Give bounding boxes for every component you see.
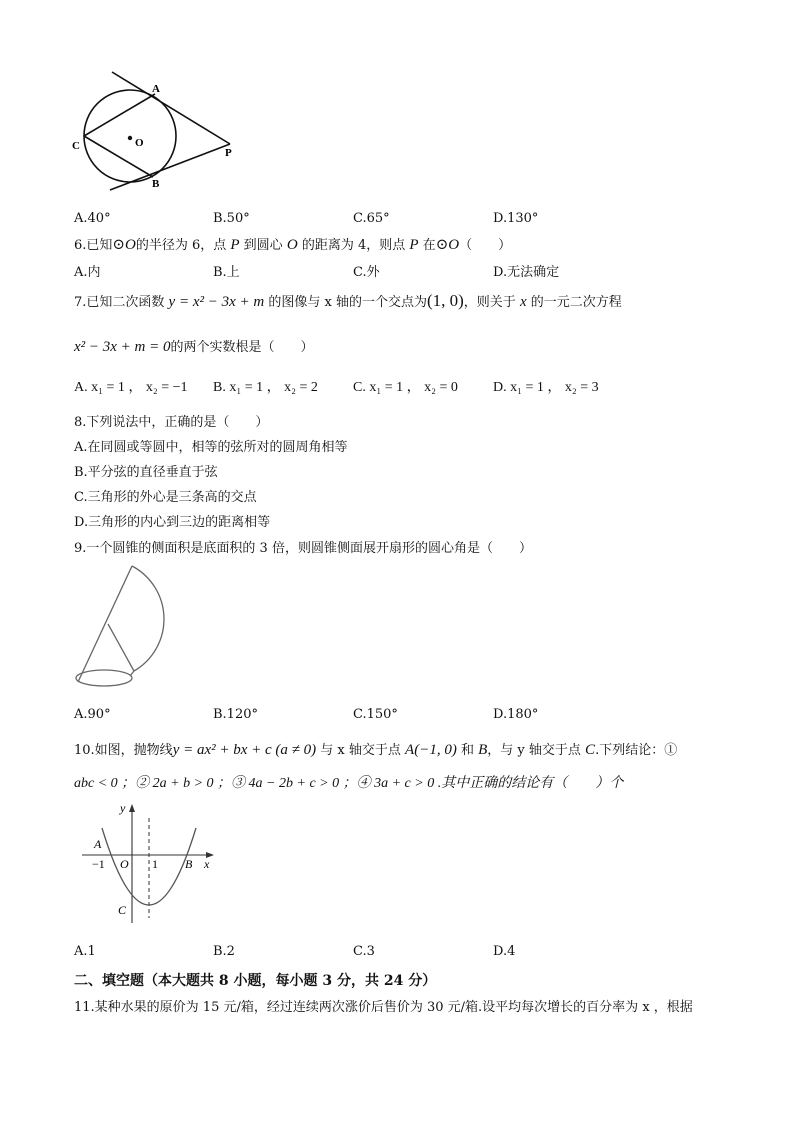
cone-fold-line (108, 624, 134, 671)
q10-mid4: .下列结论：① (595, 743, 678, 758)
section-2-title: 二、填空题（本大题共 8 小题，每小题 3 分，共 24 分） (74, 973, 437, 989)
q6-stem (74, 234, 511, 254)
label-o: O (135, 137, 144, 149)
q10-b: B (478, 742, 488, 758)
label-p: P (225, 147, 232, 159)
q7-tail: 的两个实数根是（ ） (170, 340, 314, 355)
q6-option-d: D.无法确定 (493, 265, 560, 280)
graph-label-c: C (118, 903, 127, 917)
q9-option-d: D.180° (493, 707, 539, 722)
q7-mid3: 的一元二次方程 (530, 295, 622, 310)
q5-option-d: D.130° (493, 211, 539, 226)
q8-option-d: D.三角形的内心到三边的距离相等 (74, 515, 271, 530)
q11-stem: 11.某种水果的原价为 15 元/箱，经过连续两次涨价后售价为 30 元/箱.设平均每次增长的百分率为 x ，根据 (74, 1000, 693, 1015)
graph-label-b: B (185, 857, 193, 871)
q6-o: O (286, 237, 298, 253)
cone-base (76, 670, 132, 686)
q10-point-a: A(−1, 0) (405, 742, 457, 758)
chord-ca (84, 94, 155, 136)
y-axis-arrow (129, 804, 135, 812)
q9-option-a: A.90° (74, 707, 111, 722)
q10-conclusions: abc < 0 ；② 2a + b > 0 ；③ 4a − 2b + c > 0 ；④ 3a + c > 0 .其中正确的结论有（ ）个 (74, 776, 624, 791)
q10-option-a: A.1 (74, 944, 96, 959)
sector-arc (132, 566, 164, 671)
q10-mid2: 和 (460, 743, 474, 758)
q10-option-d: D.4 (493, 944, 516, 959)
q9-option-b: B.120° (213, 707, 258, 722)
center-dot (128, 136, 132, 140)
q6-blank: （ ） (459, 238, 512, 253)
q6-mid3: 的距离为 4，则点 (301, 238, 406, 253)
q10-option-c: C.3 (353, 944, 375, 959)
tangent-line-b (110, 144, 230, 190)
q10-stem-line2 (74, 772, 623, 792)
q6-p2: P (409, 237, 419, 253)
q7-point: (1, 0) (426, 291, 464, 310)
q6-mid4: 在 (422, 238, 436, 253)
q8-option-b: B.平分弦的直径垂直于弦 (74, 465, 218, 480)
q5-option-c: C.65° (353, 211, 390, 226)
q8-stem: 8.下列说法中，正确的是（ ） (74, 415, 269, 430)
q5-option-a: A.40° (74, 211, 111, 226)
q7-prefix: 7.已知二次函数 (74, 295, 165, 310)
q7-option-a: A. x₁ = 1 ， x₂ = −1 (74, 380, 188, 395)
parabola-graph (80, 798, 220, 928)
q6-option-a: A.内 (74, 265, 101, 280)
q10-c: C (585, 742, 596, 758)
q10-prefix: 10.如图，抛物线 (74, 743, 173, 758)
q7-equation: x² − 3x + m = 0 (74, 339, 171, 355)
graph-label-y: y (120, 801, 126, 815)
q7-stem-line2 (74, 336, 314, 356)
q7-func: y = x² − 3x + m (168, 294, 265, 310)
graph-label-a: A (94, 837, 102, 851)
q6-circle: ⊙O (112, 237, 136, 253)
circle-tangent-figure (68, 66, 248, 196)
q10-mid1: 与 x 轴交于点 (320, 743, 401, 758)
graph-label-1: 1 (152, 857, 158, 871)
q6-mid1: 的半径为 6，点 (135, 238, 227, 253)
q8-option-a: A.在同圆或等圆中，相等的弦所对的圆周角相等 (74, 440, 348, 455)
q7-option-b: B. x₁ = 1 ， x₂ = 2 (213, 380, 318, 395)
label-a: A (152, 83, 160, 95)
q7-mid1: 的图像与 x 轴的一个交点为 (268, 295, 427, 310)
q6-p: P (230, 237, 240, 253)
q5-option-b: B.50° (213, 211, 250, 226)
q6-mid2: 到圆心 (243, 238, 283, 253)
q6-option-c: C.外 (353, 265, 380, 280)
q10-mid3: ，与 y 轴交于点 (487, 743, 581, 758)
q7-option-c: C. x₁ = 1 ， x₂ = 0 (353, 380, 458, 395)
q6-option-b: B.上 (213, 265, 240, 280)
graph-label-o: O (120, 857, 129, 871)
q6-circle2: ⊙O (435, 237, 460, 253)
q7-mid2: ，则关于 (463, 295, 516, 310)
cone-sector-figure (72, 560, 182, 695)
q7-stem (74, 291, 622, 311)
cone-left-side (78, 566, 132, 682)
q7-option-d: D. x₁ = 1 ， x₂ = 3 (493, 380, 599, 395)
q10-func: y = ax² + bx + c (a ≠ 0) (172, 742, 317, 758)
q8-option-c: C.三角形的外心是三条高的交点 (74, 490, 257, 505)
graph-label-x: x (204, 857, 210, 871)
label-c: C (72, 140, 80, 152)
q10-option-b: B.2 (213, 944, 235, 959)
q7-var: x (519, 294, 527, 310)
label-b: B (152, 178, 160, 190)
q9-stem: 9.一个圆锥的侧面积是底面积的 3 倍，则圆锥侧面展开扇形的圆心角是（ ） (74, 541, 532, 556)
graph-label-m1: −1 (92, 857, 105, 871)
tangent-line-a (112, 72, 230, 144)
q6-prefix: 6.已知 (74, 238, 113, 253)
q10-stem (74, 739, 677, 759)
q9-option-c: C.150° (353, 707, 398, 722)
